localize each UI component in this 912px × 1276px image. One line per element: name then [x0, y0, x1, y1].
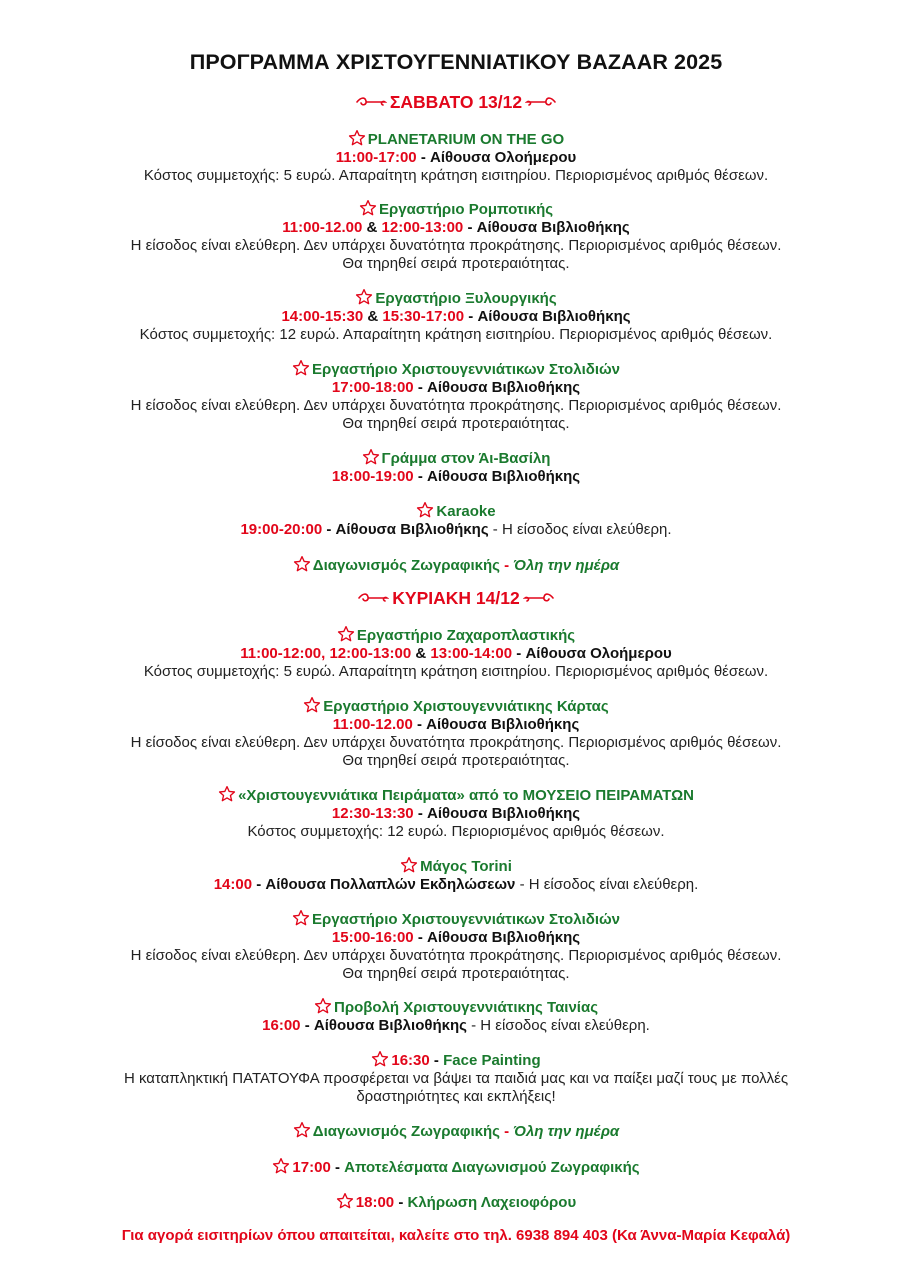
- event-info: Η είσοδος είναι ελεύθερη. Δεν υπάρχει δυνατότητα προκράτησης. Περιορισμένος αριθμός θέσεων.: [130, 947, 782, 964]
- event-woodwork: Εργαστήριο Ξυλουργικής 14:00-15:30 & 15:30-17:00 - Αίθουσα Βιβλιοθήκης Κόστος συμμετοχής: 12 ευρώ. Απαραίτητη κράτηση εισιτηρίου. Περιορισμένος αριθμός θέσεων.: [0, 288, 912, 344]
- event-movie: Προβολή Χριστουγεννιάτικης Ταινίας 16:00 - Αίθουσα Βιβλιοθήκης - Η είσοδος είναι ελεύθερη.: [262, 999, 650, 1034]
- event-time: 13:00-14:00: [430, 645, 513, 662]
- event-experiments: «Χριστουγεννιάτικα Πειράματα» από το ΜΟΥΣΕΙΟ ΠΕΙΡΑΜΑΤΩΝ 12:30-13:30 - Αίθουσα Βιβλιοθήκης Κόστος συμμετοχής: 12 ευρώ. Περιορισμένος αριθμός θέσεων.: [0, 785, 912, 841]
- event-face-painting: 16:30 - Face Painting Η καταπληκτική ΠΑΤΑΤΟΥΦΑ προσφέρεται να βάψει τα παιδιά μας και να παίξει μαζί τους με πολλές δραστηριότητες και εκπλήξεις!: [0, 1050, 912, 1106]
- event-title: Karaoke: [436, 503, 496, 520]
- event-info: Θα τηρηθεί σειρά προτεραιότητας.: [342, 255, 570, 272]
- event-info: Θα τηρηθεί σειρά προτεραιότητας.: [342, 965, 570, 982]
- page-title: ΠΡΟΓΡΑΜΜΑ ΧΡΙΣΤΟΥΓΕΝΝΙΑΤΙΚΟΥ BAZAAR 2025: [189, 50, 723, 74]
- event-pastry: Εργαστήριο Ζαχαροπλαστικής 11:00-12:00, 12:00-13:00 & 13:00-14:00 - Αίθουσα Ολοήμερου Κόστος συμμετοχής: 5 ευρώ. Απαραίτητη κράτηση εισιτηρίου. Περιορισμένος αριθμός θέσεων.: [0, 625, 912, 681]
- star-outline-icon: [416, 501, 434, 519]
- star-outline-icon: [355, 288, 373, 306]
- event-title: Διαγωνισμός Ζωγραφικής: [312, 557, 500, 574]
- day-heading-text: ΣΑΒΒΑΤΟ 13/12: [389, 92, 523, 112]
- event-time: 11:00-12.00: [332, 716, 413, 733]
- event-time: 15:00-16:00: [331, 929, 414, 946]
- star-outline-icon: [272, 1157, 290, 1175]
- event-info: Κόστος συμμετοχής: 5 ευρώ. Απαραίτητη κράτηση εισιτηρίου. Περιορισμένος αριθμός θέσεων.: [143, 167, 769, 184]
- event-venue: Αίθουσα Πολλαπλών Εκδηλώσεων: [265, 876, 516, 893]
- star-outline-icon: [362, 448, 380, 466]
- event-time: 16:30: [391, 1052, 430, 1069]
- event-time: 11:00-12.00: [282, 219, 363, 236]
- flourish-icon: [525, 93, 557, 114]
- day-heading-text: ΚΥΡΙΑΚΗ 14/12: [392, 588, 520, 608]
- event-venue: Αίθουσα Βιβλιοθήκης: [427, 468, 581, 485]
- tickets-contact-note: Για αγορά εισιτηρίων όπου απαιτείται, καλείτε στο τηλ. 6938 894 403 (Κα Άννα-Μαρία Κεφαλά): [121, 1227, 791, 1244]
- event-info: Η είσοδος είναι ελεύθερη. Δεν υπάρχει δυνατότητα προκράτησης. Περιορισμένος αριθμός θέσεων.: [130, 397, 782, 414]
- event-title: Εργαστήριο Ζαχαροπλαστικής: [356, 627, 576, 644]
- event-info: Κόστος συμμετοχής: 12 ευρώ. Απαραίτητη κράτηση εισιτηρίου. Περιορισμένος αριθμός θέσεων.: [139, 326, 773, 343]
- flourish-icon: [523, 589, 555, 610]
- event-time: 15:30-17:00: [382, 308, 465, 325]
- event-venue: Αίθουσα Βιβλιοθήκης: [427, 929, 581, 946]
- event-time: 18:00: [355, 1194, 395, 1211]
- event-title: Εργαστήριο Ρομποτικής: [378, 201, 554, 218]
- event-time: 14:00-15:30: [281, 308, 364, 325]
- star-outline-icon: [336, 1192, 354, 1210]
- star-outline-icon: [400, 856, 418, 874]
- event-time: 12:00-13:00: [381, 219, 464, 236]
- event-venue: Αίθουσα Βιβλιοθήκης: [477, 308, 631, 325]
- event-ornaments-sat: Εργαστήριο Χριστουγεννιάτικων Στολιδιών 17:00-18:00 - Αίθουσα Βιβλιοθήκης Η είσοδος είναι ελεύθερη. Δεν υπάρχει δυνατότητα προκράτησης. Περιορισμένος αριθμός θέσεων. Θα τηρηθεί σειρά προτεραιότητας.: [0, 359, 912, 433]
- event-time: 18:00-19:00: [331, 468, 414, 485]
- event-info: Θα τηρηθεί σειρά προτεραιότητας.: [342, 415, 570, 432]
- event-title: Εργαστήριο Χριστουγεννιάτικης Κάρτας: [323, 698, 609, 715]
- event-info: Κόστος συμμετοχής: 5 ευρώ. Απαραίτητη κράτηση εισιτηρίου. Περιορισμένος αριθμός θέσεων.: [143, 663, 769, 680]
- star-outline-icon: [314, 997, 332, 1015]
- star-outline-icon: [293, 1121, 311, 1139]
- event-info: δραστηριότητες και εκπλήξεις!: [356, 1088, 556, 1105]
- event-raffle: 18:00 - Κλήρωση Λαχειοφόρου: [0, 1192, 912, 1212]
- star-outline-icon: [293, 555, 311, 573]
- star-outline-icon: [348, 129, 366, 147]
- event-contest-results: 17:00 - Αποτελέσματα Διαγωνισμού Ζωγραφικής: [0, 1157, 912, 1177]
- event-title: Κλήρωση Λαχειοφόρου: [407, 1194, 577, 1211]
- event-title: Εργαστήριο Ξυλουργικής: [375, 290, 557, 307]
- event-info: Η είσοδος είναι ελεύθερη. Δεν υπάρχει δυνατότητα προκράτησης. Περιορισμένος αριθμός θέσεων.: [130, 734, 782, 751]
- event-time: 17:00-18:00: [331, 379, 414, 396]
- event-info: - Η είσοδος είναι ελεύθερη.: [492, 521, 672, 538]
- day-heading-sunday: [0, 588, 912, 610]
- event-title: Face Painting: [443, 1052, 541, 1069]
- event-magician: Μάγος Torini 14:00 - Αίθουσα Πολλαπλών Εκδηλώσεων - Η είσοδος είναι ελεύθερη.: [213, 858, 699, 893]
- event-when: Όλη την ημέρα: [513, 557, 620, 574]
- event-title: PLANETARIUM ON THE GO: [367, 131, 565, 148]
- event-info: - Η είσοδος είναι ελεύθερη.: [519, 876, 699, 893]
- star-outline-icon: [303, 696, 321, 714]
- event-title: Εργαστήριο Χριστουγεννιάτικων Στολιδιών: [311, 911, 621, 928]
- event-venue: Αίθουσα Βιβλιοθήκης: [313, 1017, 467, 1034]
- event-title: Μάγος Torini: [420, 858, 512, 875]
- event-title: «Χριστουγεννιάτικα Πειράματα» από το ΜΟΥΣΕΙΟ ΠΕΙΡΑΜΑΤΩΝ: [238, 787, 694, 804]
- flourish-icon: [355, 93, 387, 114]
- event-info: - Η είσοδος είναι ελεύθερη.: [471, 1017, 650, 1034]
- event-venue: Αίθουσα Βιβλιοθήκης: [427, 379, 581, 396]
- event-info: Η είσοδος είναι ελεύθερη. Δεν υπάρχει δυνατότητα προκράτησης. Περιορισμένος αριθμός θέσεων.: [130, 237, 782, 254]
- event-time: 16:00: [262, 1017, 301, 1034]
- event-time: 14:00: [213, 876, 253, 893]
- event-time: 11:00-12:00, 12:00-13:00: [240, 645, 412, 662]
- event-when: Όλη την ημέρα: [513, 1123, 620, 1140]
- event-drawing-contest-sat: Διαγωνισμός Ζωγραφικής - Όλη την ημέρα: [0, 555, 912, 575]
- star-outline-icon: [371, 1050, 389, 1068]
- event-drawing-contest-sun: Διαγωνισμός Ζωγραφικής - Όλη την ημέρα: [0, 1121, 912, 1141]
- event-title: Εργαστήριο Χριστουγεννιάτικων Στολιδιών: [311, 361, 621, 378]
- star-outline-icon: [359, 199, 377, 217]
- event-venue: Αίθουσα Βιβλιοθήκης: [427, 805, 581, 822]
- event-santa-letter: Γράμμα στον Άι-Βασίλη 18:00-19:00 - Αίθουσα Βιβλιοθήκης: [331, 450, 581, 485]
- event-xmas-card: Εργαστήριο Χριστουγεννιάτικης Κάρτας 11:00-12.00 - Αίθουσα Βιβλιοθήκης Η είσοδος είναι ελεύθερη. Δεν υπάρχει δυνατότητα προκράτησης. Περιορισμένος αριθμός θέσεων. Θα τηρηθεί σειρά προτεραιότητας.: [0, 696, 912, 770]
- event-venue: Αίθουσα Βιβλιοθήκης: [335, 521, 489, 538]
- event-title: Αποτελέσματα Διαγωνισμού Ζωγραφικής: [344, 1159, 640, 1176]
- star-outline-icon: [218, 785, 236, 803]
- event-title: Προβολή Χριστουγεννιάτικης Ταινίας: [333, 999, 598, 1016]
- event-info: Θα τηρηθεί σειρά προτεραιότητας.: [342, 752, 570, 769]
- event-robotics: Εργαστήριο Ρομποτικής 11:00-12.00 & 12:00-13:00 - Αίθουσα Βιβλιοθήκης Η είσοδος είναι ελεύθερη. Δεν υπάρχει δυνατότητα προκράτησης. Περιορισμένος αριθμός θέσεων. Θα τηρηθεί σειρά προτεραιότητας.: [0, 199, 912, 273]
- event-venue: Αίθουσα Βιβλιοθήκης: [476, 219, 630, 236]
- event-title: Διαγωνισμός Ζωγραφικής: [312, 1123, 500, 1140]
- event-info: Η καταπληκτική ΠΑΤΑΤΟΥΦΑ προσφέρεται να βάψει τα παιδιά μας και να παίξει μαζί τους με πολλές: [123, 1070, 789, 1087]
- star-outline-icon: [292, 359, 310, 377]
- event-venue: Αίθουσα Ολοήμερου: [429, 149, 577, 166]
- event-venue: Αίθουσα Βιβλιοθήκης: [426, 716, 580, 733]
- event-karaoke: Karaoke 19:00-20:00 - Αίθουσα Βιβλιοθήκης - Η είσοδος είναι ελεύθερη.: [240, 503, 672, 538]
- event-venue: Αίθουσα Ολοήμερου: [525, 645, 672, 662]
- star-outline-icon: [337, 625, 355, 643]
- event-time: 12:30-13:30: [331, 805, 414, 822]
- event-time: 17:00: [292, 1159, 331, 1176]
- event-info: Κόστος συμμετοχής: 12 ευρώ. Περιορισμένος αριθμός θέσεων.: [247, 823, 665, 840]
- event-title: Γράμμα στον Άι-Βασίλη: [381, 450, 551, 467]
- flourish-icon: [357, 589, 389, 610]
- event-time: 11:00-17:00: [335, 149, 417, 166]
- day-heading-saturday: [0, 92, 912, 114]
- event-planetarium: PLANETARIUM ON THE GO 11:00-17:00 - Αίθουσα Ολοήμερου Κόστος συμμετοχής: 5 ευρώ. Απαραίτητη κράτηση εισιτηρίου. Περιορισμένος αριθμός θέσεων.: [0, 129, 912, 185]
- event-time: 19:00-20:00: [240, 521, 323, 538]
- star-outline-icon: [292, 909, 310, 927]
- event-ornaments-sun: Εργαστήριο Χριστουγεννιάτικων Στολιδιών 15:00-16:00 - Αίθουσα Βιβλιοθήκης Η είσοδος είναι ελεύθερη. Δεν υπάρχει δυνατότητα προκράτησης. Περιορισμένος αριθμός θέσεων. Θα τηρηθεί σειρά προτεραιότητας.: [0, 909, 912, 983]
